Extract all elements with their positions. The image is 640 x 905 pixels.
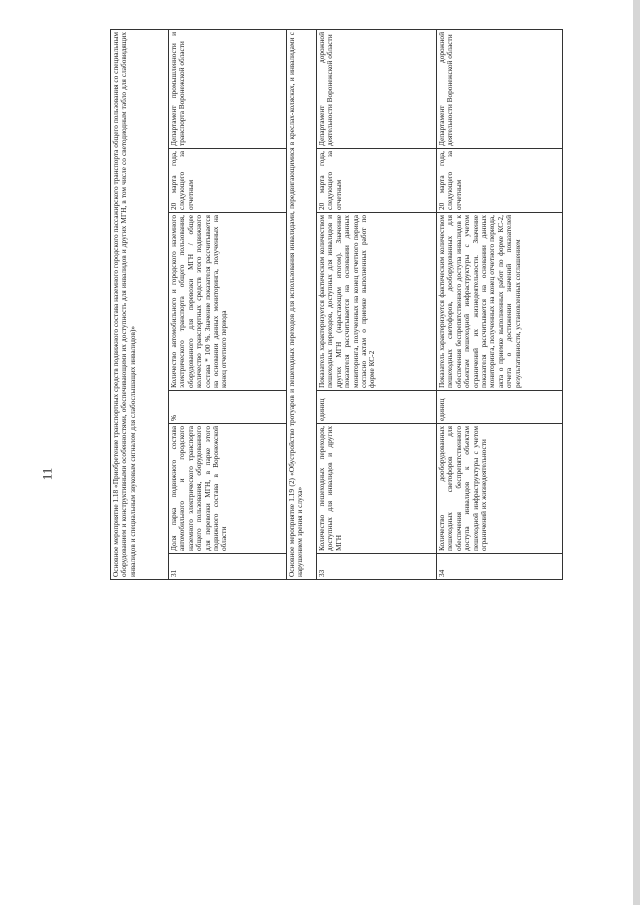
responsible: Департамент промышленности и транспорта Воронежской области: [169, 30, 287, 149]
deadline: 20 марта года, следующего за отчетным: [317, 149, 437, 213]
section-1-18-heading: Основное мероприятие 1.18 «Приобретение транспортных средств подвижного состава наземного городского пассажирского транспорта общего пользования со специальным оборудованием и конструктивными особенностями, обеспечивающими их доступность для инвалидов и других МГН, в том числе со светодиодным табло для слабовидящих инвалидов и специальным звуковым сигналом для слабослышащих инвалидов)»: [111, 30, 169, 580]
deadline: 20 марта года, следующего за отчетным: [169, 149, 287, 213]
indicators-table: [110, 29, 563, 580]
unit: единиц: [317, 391, 437, 424]
indicator-name: Количество пешеходных переходов, доступных для инвалидов и других МГН: [317, 424, 437, 554]
calculation-method: Показатель характеризуется фактическим количеством пешеходных светофоров, дооборудованных для обеспечения беспрепятственного доступа инвалидов к объектам пешеходной инфраструктуры с учетом ограничений их жизнедеятельности. Значение показателя рассчитывается на основании данных мониторинга, полученных на конец отчетного периода, акта о приемке выполненных работ по форме КС-2, отчета о достижении значений показателей результативности, установленных соглашением: [437, 213, 563, 391]
section-row: [287, 30, 317, 580]
row-number: 33: [317, 554, 437, 580]
calculation-method: Показатель характеризуется фактическим количеством пешеходных переходов, доступных для инвалидов и других МГН (нарастающим итогом). Значение показателя рассчитывается на основании данных мониторинга, полученных на конец отчетного периода согласно актам о приемке выполненных работ по форме КС-2: [317, 213, 437, 391]
row-number: 31: [169, 554, 287, 580]
responsible: Департамент дорожной деятельности Воронежской области: [317, 30, 437, 149]
calculation-method: Количество автомобильного и городского наземного электрического транспорта общего пользования, оборудованного для перевозки МГН / общее количество транспортных средств этого подвижного состава * 100 %. Значение показателя рассчитывается на основании данных мониторинга, полученных на конец отчетного периода: [169, 213, 287, 391]
section-1-19-heading: Основное мероприятие 1.19 (2) «Обустройство тротуаров и пешеходных переходов для использования инвалидами, передвигающимися в креслах-колясках, и инвалидами с нарушением зрения и слуха»: [287, 30, 317, 580]
responsible: Департамент дорожной деятельности Воронежской области: [437, 30, 563, 149]
page-number: 11: [39, 467, 55, 481]
indicator-name: Доля парка подвижного состава автомобильного и городского наземного электрического транспорта общего пользования, оборудованного для перевозки МГН, в парке этого подвижного состава в Воронежской области: [169, 424, 287, 554]
section-row: [111, 30, 169, 580]
table-row: [317, 30, 437, 580]
row-number: 34: [437, 554, 563, 580]
indicator-name: Количество дооборудованных пешеходных светофоров для обеспечения беспрепятственного доступа инвалидов к объектам пешеходной инфраструктуры с учетом ограничений их жизнедеятельности: [437, 424, 563, 554]
scan-edge-shadow: [633, 0, 640, 905]
table-row: [437, 30, 563, 580]
table-row: [169, 30, 287, 580]
unit: единиц: [437, 391, 563, 424]
rotated-table-container: [110, 30, 522, 580]
deadline: 20 марта года, следующего за отчетным: [437, 149, 563, 213]
unit: %: [169, 391, 287, 424]
